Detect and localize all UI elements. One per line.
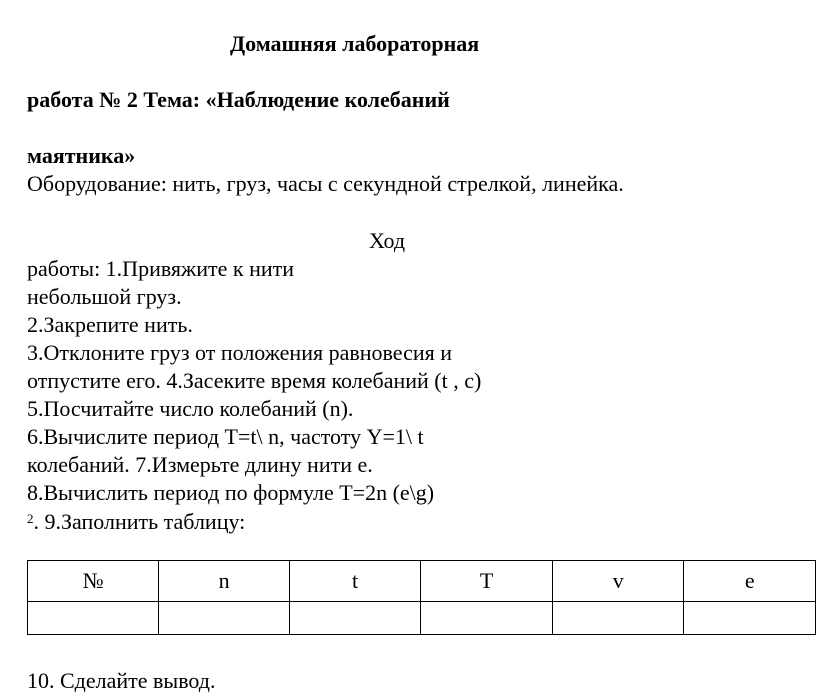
step-line: 2.Закрепите нить. [27,312,193,337]
table-cell [552,602,684,635]
table-cell [28,602,159,635]
step-line: 6.Вычислите период T=t\ n, частоту Y=1\ t [27,424,424,449]
table-header-cell: T [421,561,553,602]
step-line: 3.Отклоните груз от положения равновесия и [27,340,453,365]
step-line: отпустите его. 4.Засеките время колебаний (t , c) [27,368,482,393]
table-header-cell: v [552,561,684,602]
results-table [27,560,816,635]
table-row [28,602,816,635]
equipment-text: Оборудование: нить, груз, часы с секундной стрелкой, линейка. [27,171,624,196]
superscript-two: 2 [27,511,34,526]
step-line: небольшой груз. [27,284,182,309]
title-line-3: маятника» [27,143,136,168]
procedure-heading: Ход [369,228,406,253]
table-header-row [28,561,816,602]
step-line: работы: 1.Привяжите к нити [27,256,295,281]
title-line-2: работа № 2 Тема: «Наблюдение колебаний [27,87,450,112]
step-line: 8.Вычислить период по формуле T=2n (e\g) [27,480,435,505]
step-9-text: . 9.Заполнить таблицу: [33,509,246,534]
step-line: 5.Посчитайте число колебаний (n). [27,396,354,421]
table-cell [421,602,553,635]
title-line-1: Домашняя лабораторная [230,31,480,56]
table-cell [684,602,816,635]
table-cell [159,602,290,635]
table-cell [289,602,420,635]
table-header-cell: № [28,561,159,602]
table-header-cell: e [684,561,816,602]
conclusion-text: 10. Сделайте вывод. [27,668,216,693]
step-line: колебаний. 7.Измерьте длину нити е. [27,452,373,477]
table-header-cell: n [159,561,290,602]
table-header-cell: t [289,561,420,602]
step-9-line [27,509,245,535]
